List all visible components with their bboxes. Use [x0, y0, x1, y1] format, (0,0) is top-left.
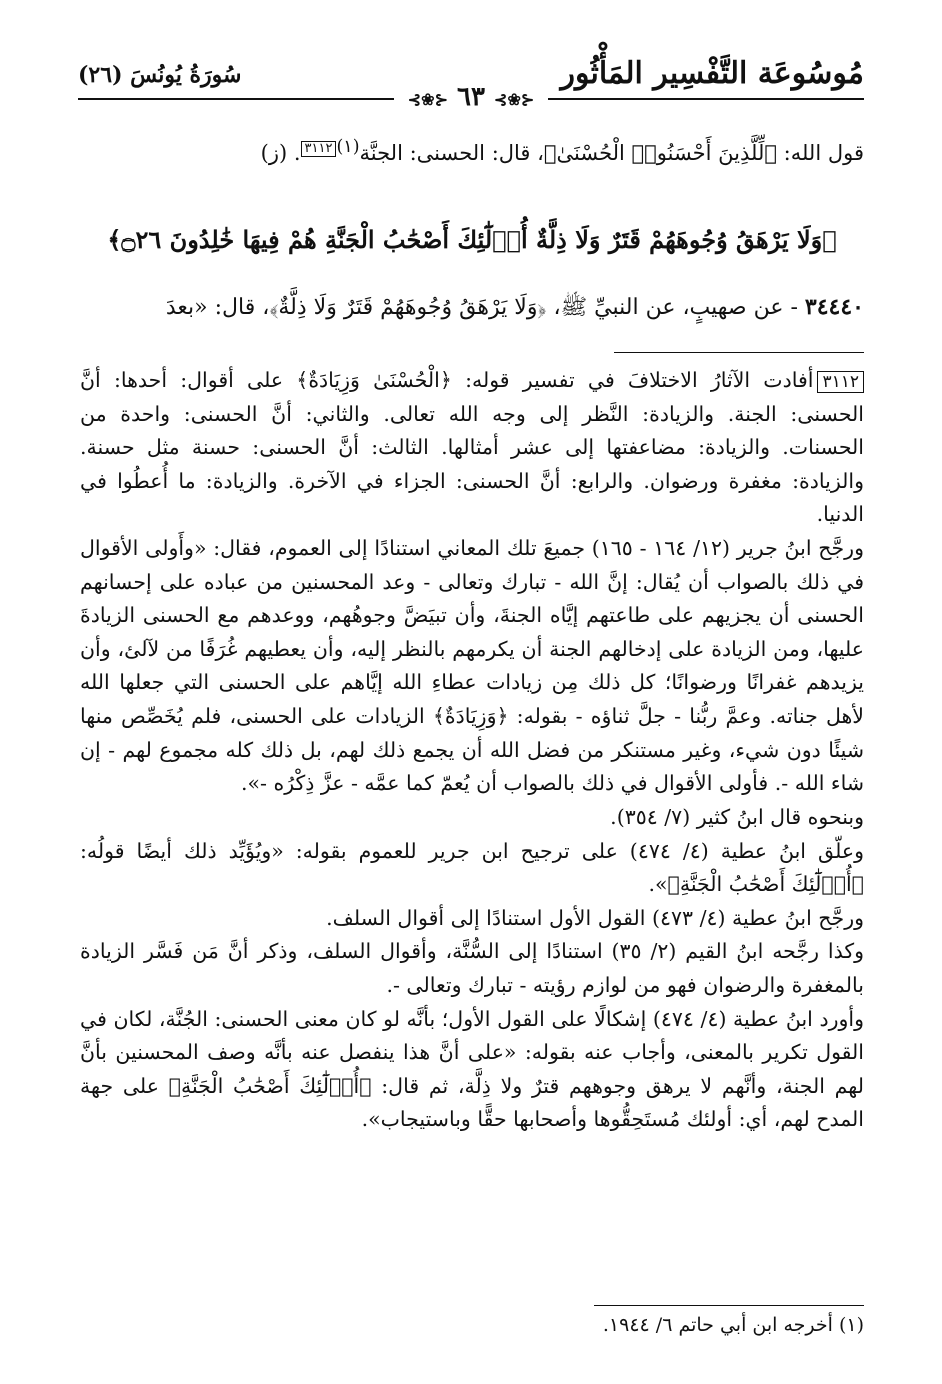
footnote: (١) أخرجه ابن أبي حاتم ٦/ ١٩٤٤. [602, 1314, 864, 1336]
athar-line [80, 130, 864, 174]
notes-separator [614, 352, 864, 353]
surah-name: سُورَةُ يُونُسَ [130, 62, 242, 88]
note-paragraph: وبنحوه قال ابنُ كثير (٧/ ٣٥٤). [610, 804, 864, 829]
page-number-wrap [0, 82, 942, 112]
surah-number: (٢٦) [78, 62, 123, 88]
note-paragraph: ورجَّح ابنُ جرير (١٢/ ١٦٤ - ١٦٥) جميعَ تلك المعاني استنادًا إلى العموم، فقال: «وأَولى الأقوال في ذلك بالصواب أن يُقال: إنَّ الله - تبارك وتعالى - وعد المحسنين من عباده على إحسانهم الحسنى أن يجزيهم على طاعتهم إيَّاه الجنةَ، وأن تبيَضَّ وجوهُهم، ووعدهم مع الحسنى الزيادةَ عليها، ومن الزيادة على إدخالهم الجنة أن يكرمهم بالنظر إليه، وأن يعطيهم غُرَفًا من لآلئ، وأن يزيدهم غفرانًا ورضوانًا؛ كل ذلك مِن زيادات عطاءِ الله إيَّاهم على الحسنى التي جعلها الله لأهل جناته. وعمَّ ربُّنا - جلَّ ثناؤه - بقوله: ﴿وَزِيَادَةٌ﴾ الزيادات على الحسنى، فلم يُخَصِّص منها شيئًا دون شيء، وغير مستنكر من فضل الله أن يجمع ذلك لهم، بل ذلك كله مجموع لهم - إن شاء الله -. فأولى الأقوال في ذلك بالصواب أن يُعمّ كما عمَّه - عزَّ ذِكْرُه -». [80, 536, 864, 796]
hadith-text: - عن صهيبٍ، عن النبيِّ ﷺ، ﴿وَلَا يَرْهَقُ وُجُوهَهُمْ قَتَرٌ وَلَا ذِلَّةٌ﴾، قال: «بعدَ [165, 295, 798, 320]
note-paragraph: وعلّق ابنُ عطية (٤/ ٤٧٤) على ترجيح ابن جرير للعموم بقوله: «ويُؤَيِّد ذلك أيضًا قولُه: ﴿أُو۟لَٰٓئِكَ أَصْحَٰبُ الْجَنَّةِ﴾». [80, 838, 864, 897]
ornament-icon: ⊰❀⊱ [407, 90, 448, 109]
note-number-box: ٣١١٢ [817, 371, 864, 393]
scholarly-notes [80, 364, 864, 1137]
athar-text: قول الله: ﴿لِّلَّذِينَ أَحْسَنُوا۟ الْحُسْنَىٰ﴾، قال: الحسنى: الجنَّة [359, 141, 864, 165]
page-number: ٦٣ [457, 82, 485, 112]
note-ref-box: ٣١١٢ [301, 141, 337, 157]
footnote-ref: (١) [336, 137, 360, 157]
note-paragraph: وأورد ابنُ عطية (٤/ ٤٧٤) إشكالًا على القول الأول؛ بأنَّه لو كان معنى الحسنى: الجُنَّة، لكان في القول تكرير بالمعنى، وأجاب عنه بقوله: «على أنَّ هذا ينفصل عنه بأنَّه وصف المحسنين بأنَّ لهم الجنة، وأنَّهم لا يرهق وجوههم قترٌ ولا ذِلَّة، ثم قال: ﴿أُو۟لَٰٓئِكَ أَصْحَٰبُ الْجَنَّةِ﴾ على جهة المدح لهم، أي: أولئك مُستَحِقُّوها وأصحابها حقًّا وباستيجاب». [80, 1006, 864, 1132]
page-number-box [394, 82, 549, 112]
athar-end: . (ز) [260, 141, 301, 165]
ornament-icon: ⊰❀⊱ [494, 90, 535, 109]
footnote-rule [594, 1305, 864, 1306]
book-title: مُوسُوعَة التَّفْسِير المَأْثُور [560, 56, 864, 91]
note-paragraph: ورجَّح ابنُ عطية (٤/ ٤٧٣) القول الأول استنادًا إلى أقوال السلف. [326, 905, 864, 930]
note-paragraph: ٣١١٢أفادت الآثارُ الاختلافَ في تفسير قوله: ﴿الْحُسْنَىٰ وَزِيَادَةٌ﴾ على أقوال: أحدها: أنَّ الحسنى: الجنة. والزيادة: النَّظر إلى وجه الله تعالى. والثاني: أنَّ الحسنى: واحدة من الحسنات. والزيادة: مضاعفتها إلى عشر أمثالها. الثالث: أنَّ الحسنى: حسنة مثل حسنة. والزيادة: مغفرة ورضوان. والرابع: أنَّ الحسنى: الجزاء في الآخرة. والزيادة: ما أُعطُوا في الدنيا. [80, 368, 864, 527]
hadith-entry [80, 290, 864, 325]
top-text [80, 130, 864, 174]
note-paragraph: وكذا رجَّحه ابنُ القيم (٢/ ٣٥) استنادًا إلى السُّنَّة، وأقوال السلف، وذكر أنَّ مَن فَسَّر الزيادة بالمغفرة والرضوان فهو من لوازم رؤيته - تبارك وتعالى -. [80, 939, 864, 997]
quran-verse: ﴿وَلَا يَرْهَقُ وُجُوهَهُمْ قَتَرٌ وَلَا ذِلَّةٌ أُو۟لَٰٓئِكَ أَصْحَٰبُ الْجَنَّةِ هُمْ فِيهَا خَٰلِدُونَ ۝٢٦﴾ [107, 225, 837, 254]
hadith-number: ٣٤٤٤٠ [804, 294, 864, 320]
